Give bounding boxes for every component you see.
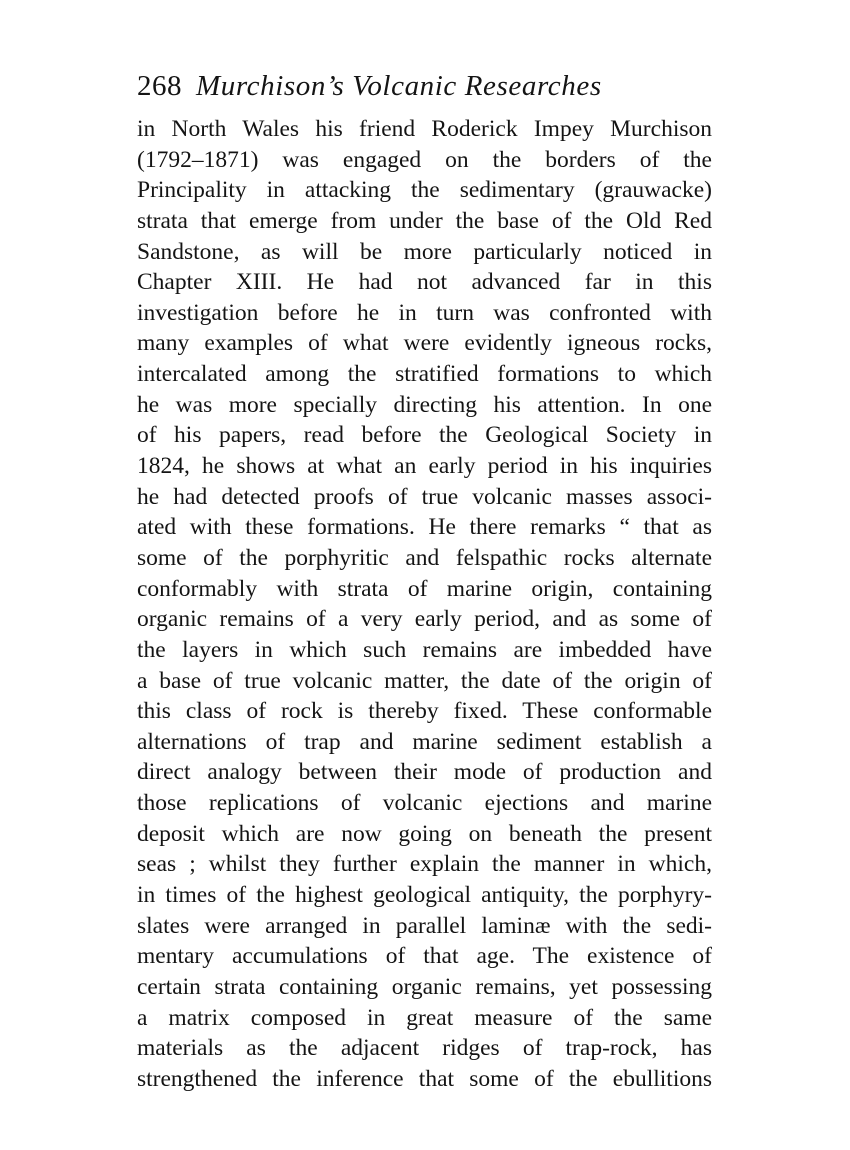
text-line: Sandstone, as will be more particularly noticed in bbox=[137, 238, 712, 265]
text-line: mentary accumulations of that age. The existence of bbox=[137, 943, 712, 970]
text-line: in times of the highest geological antiquity, the porphyry- bbox=[137, 882, 712, 909]
text-line: in North Wales his friend Roderick Impey Murchison bbox=[137, 116, 712, 142]
text-line: intercalated among the stratified formations to which bbox=[137, 361, 712, 388]
text-line: those replications of volcanic ejections and marine bbox=[137, 790, 712, 817]
text-line: many examples of what were evidently igneous rocks, bbox=[137, 330, 712, 357]
text-line: organic remains of a very early period, and as some of bbox=[137, 606, 712, 633]
text-line: seas ; whilst they further explain the manner in which, bbox=[137, 851, 712, 878]
text-line: strata that emerge from under the base of the Old Red bbox=[137, 207, 712, 234]
text-line: Principality in attacking the sedimentary (grauwacke) bbox=[137, 177, 712, 204]
running-head bbox=[137, 66, 717, 106]
text-line: materials as the adjacent ridges of trap-rock, has bbox=[137, 1035, 712, 1062]
text-line: (1792–1871) was engaged on the borders of the bbox=[137, 146, 712, 173]
body-text bbox=[137, 114, 712, 1095]
text-line: he was more specially directing his attention. In one bbox=[137, 391, 712, 418]
text-line: he had detected proofs of true volcanic masses associ- bbox=[137, 483, 712, 510]
text-line: of his papers, read before the Geological Society in bbox=[137, 422, 712, 449]
running-head-title: Murchison’s Volcanic Researches bbox=[196, 70, 602, 102]
page-number: 268 bbox=[137, 70, 182, 102]
text-line: Chapter XIII. He had not advanced far in this bbox=[137, 269, 712, 296]
text-line: slates were arranged in parallel laminæ with the sedi- bbox=[137, 912, 712, 939]
text-line: certain strata containing organic remains, yet possessing bbox=[137, 973, 712, 1000]
text-line: alternations of trap and marine sediment establish a bbox=[137, 728, 712, 755]
text-line: ated with these formations. He there remarks “ that as bbox=[137, 514, 712, 541]
text-line: a matrix composed in great measure of the same bbox=[137, 1004, 712, 1031]
text-line: deposit which are now going on beneath the present bbox=[137, 820, 712, 847]
text-line: the layers in which such remains are imbedded have bbox=[137, 636, 712, 663]
text-line: conformably with strata of marine origin, containing bbox=[137, 575, 712, 602]
text-line: a base of true volcanic matter, the date of the origin of bbox=[137, 667, 712, 694]
text-line: strengthened the inference that some of the ebullitions bbox=[137, 1065, 712, 1092]
text-line: 1824, he shows at what an early period in his inquiries bbox=[137, 453, 712, 480]
text-line: some of the porphyritic and felspathic rocks alternate bbox=[137, 544, 712, 571]
text-line: direct analogy between their mode of production and bbox=[137, 759, 712, 786]
text-line: this class of rock is thereby fixed. These conformable bbox=[137, 698, 712, 725]
text-line: investigation before he in turn was confronted with bbox=[137, 299, 712, 326]
